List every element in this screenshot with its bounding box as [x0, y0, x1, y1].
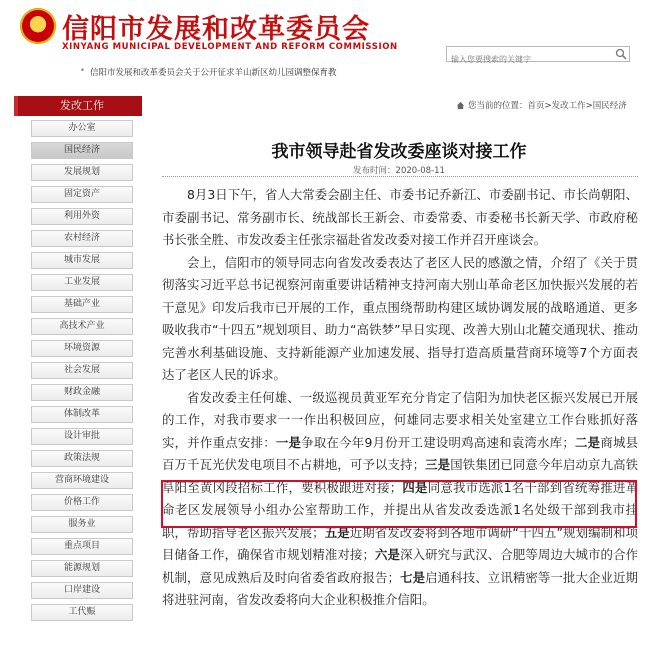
sidebar-item[interactable]: 城市发展 [31, 252, 133, 269]
sidebar-item[interactable]: 固定资产 [31, 186, 133, 203]
sidebar [18, 96, 142, 626]
sidebar-item[interactable]: 办公室 [31, 120, 133, 137]
sidebar-item[interactable]: 口岸建设 [31, 582, 133, 599]
sidebar-item[interactable]: 基础产业 [31, 296, 133, 313]
sidebar-item[interactable]: 环境资源 [31, 340, 133, 357]
sidebar-item[interactable]: 服务业 [31, 516, 133, 533]
point-label: 五是 [324, 524, 350, 540]
site-title-english: XINYANG MUNICIPAL DEVELOPMENT AND REFORM COMMISSION [62, 42, 398, 52]
sidebar-item[interactable]: 重点项目 [31, 538, 133, 555]
point-label: 四是 [402, 479, 428, 495]
publish-info [178, 164, 620, 176]
home-icon [456, 101, 465, 110]
paragraph-text: 国铁集团已同意今年启动京九高铁阜阳至黄冈段招标工作，要积极跟进对接； [162, 457, 639, 495]
paragraph-text: 深入研究与武汉、合肥等周边大城市的合作机制，意见成熟后及时向省委省政府报告； [162, 547, 639, 585]
sidebar-heading: 发改工作 [18, 96, 142, 116]
breadcrumb-separator: > [544, 101, 552, 111]
sidebar-item[interactable]: 农村经济 [31, 230, 133, 247]
news-ticker [0, 63, 660, 79]
sidebar-item[interactable]: 营商环境建设 [31, 472, 133, 489]
point-label: 三是 [425, 457, 451, 472]
breadcrumb-current[interactable]: 国民经济 [592, 101, 627, 111]
title-divider [162, 176, 638, 177]
sidebar-item[interactable]: 体制改革 [31, 406, 133, 423]
sidebar-item[interactable]: 利用外资 [31, 208, 133, 225]
paragraph-text: 近期省发改委将到各地市调研“十四五”规划编制和项目储备工作，确保省市规划精准对接； [162, 524, 639, 562]
breadcrumb-section[interactable]: 发改工作 [551, 101, 586, 111]
sidebar-item[interactable]: 社会发展 [31, 362, 133, 379]
breadcrumb-prefix: 您当前的位置： [468, 101, 528, 111]
site-title[interactable]: 信阳市发展和改革委员会 [62, 14, 370, 45]
national-emblem-icon [20, 8, 56, 44]
article-body [162, 184, 638, 612]
paragraph-text: 同意我市选派1名干部到省统筹推进革命老区发展领导小组办公室帮助工作，并提出从省发改委选派1名处级干部到我市挂职，帮助指导老区振兴发展； [162, 479, 639, 540]
breadcrumb-home[interactable]: 首页 [527, 101, 545, 111]
sidebar-item[interactable]: 国民经济 [31, 142, 133, 159]
point-label: 七是 [399, 569, 426, 585]
sidebar-item[interactable]: 价格工作 [31, 494, 133, 511]
sidebar-item[interactable]: 工业发展 [31, 274, 133, 291]
sidebar-item[interactable]: 能源规划 [31, 560, 133, 577]
sidebar-menu [18, 120, 142, 621]
ticker-link[interactable]: 信阳市发展和改革委员会关于公开征求羊山新区幼儿园调整保育教 [90, 68, 337, 78]
paragraph-text: 省发改委主任何雄、一级巡视员黄亚军充分肯定了信阳为加快老区振兴发展已开展的工作，对我市要求一一作出积极回应，何雄同志要求相关处室建立工作台账抓好落实，并作重点安排： [162, 389, 638, 450]
article-title: 我市领导赴省发改委座谈对接工作 [271, 142, 527, 162]
search-icon[interactable] [615, 48, 627, 60]
point-label: 六是 [374, 547, 401, 562]
article-paragraph: 8月3日下午，省人大常委会副主任、市委书记乔新江、市委副书记、市长尚朝阳、市委副书记、常务副市长、统战部长王新会、市委常委、市委秘书长新天学、市政府秘书长张全胜、市发改委主任张宗福赴省发改委对接工作并召开座谈会。 [162, 187, 638, 247]
site-header [0, 0, 660, 62]
sidebar-item[interactable]: 发展规划 [31, 164, 133, 181]
sidebar-item[interactable]: 高技术产业 [31, 318, 133, 335]
bullet-icon: • [80, 66, 86, 76]
publish-label: 发布时间： [353, 166, 396, 176]
sidebar-item[interactable]: 工代赈 [31, 604, 133, 621]
paragraph-text: 启通科技、立讯精密等一批大企业近期将进驻河南，省发改委将向大企业积极推介信阳。 [162, 569, 639, 607]
sidebar-item[interactable]: 设计审批 [31, 428, 133, 445]
point-label: 二是 [574, 434, 601, 450]
sidebar-item[interactable]: 政策法规 [31, 450, 133, 467]
search-box[interactable] [446, 46, 630, 62]
highlight-box [161, 480, 637, 528]
paragraph-text: 商城县百万千瓦光伏发电项目不占耕地，可予以支持； [162, 434, 639, 472]
paragraph-text: 争取在今年9月份开工建设明鸡高速和袁湾水库； [301, 434, 575, 450]
article-paragraph: 会上，信阳市的领导同志向省发改委表达了老区人民的感激之情，介绍了《关于贯彻落实习近平总书记视察河南重要讲话精神支持河南大别山革命老区加快振兴发展的若干意见》印发后我市已开展的工作，重点围绕帮助构建区域协调发展的战略通道、更多吸收我市“十四五”规划项目、助力“高铁梦”早日实现、改善大别山北麓交通现状、推动完善水利基础设施、支持新能源产业加速发展、指导打造高质量营商环境等7个方面表达了老区人民的诉求。 [162, 254, 638, 382]
breadcrumb [456, 99, 627, 111]
publish-date: 2020-08-11 [395, 166, 445, 176]
breadcrumb-separator: > [585, 101, 593, 111]
sidebar-item[interactable]: 财政金融 [31, 384, 133, 401]
point-label: 一是 [275, 434, 302, 450]
